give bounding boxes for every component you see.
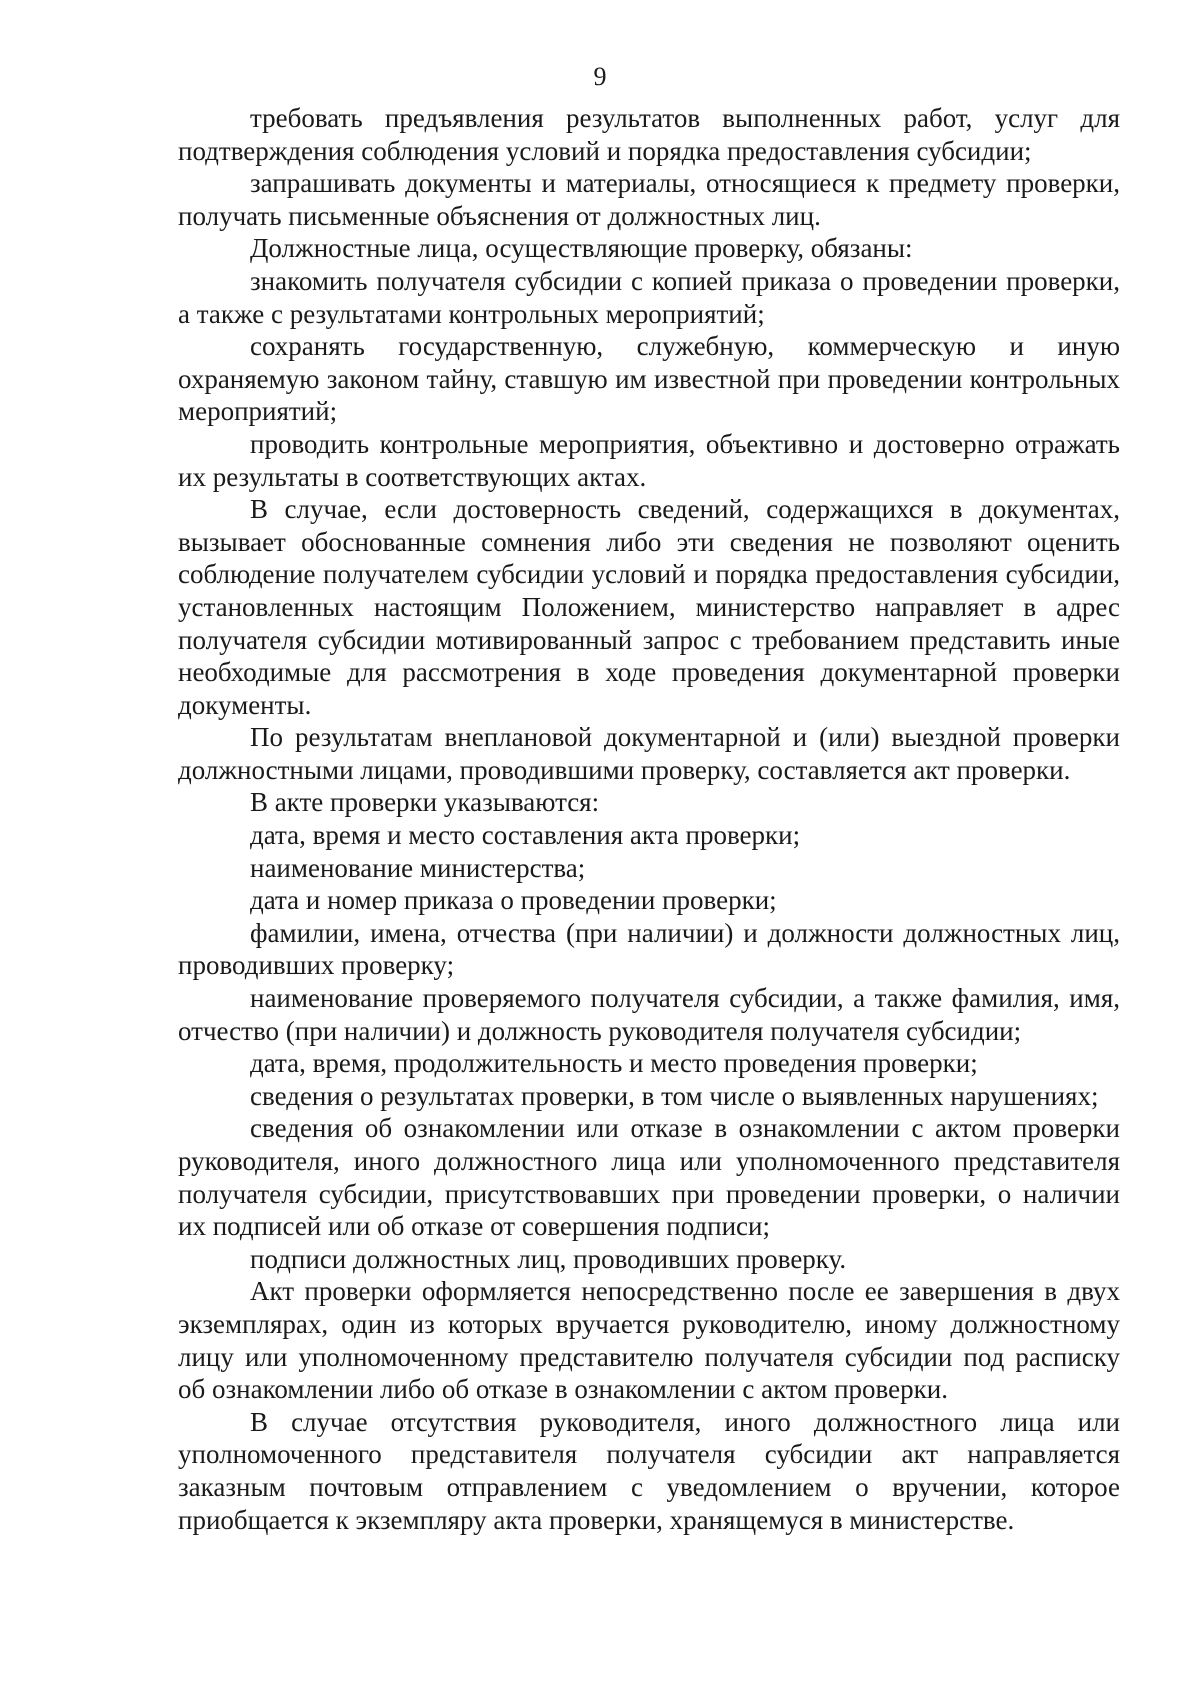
paragraph-10: дата, время и место составления акта проверки;: [250, 820, 801, 851]
paragraph-12: дата и номер приказа о проведении проверки;: [250, 885, 777, 916]
paragraph-16: сведения о результатах проверки, в том числе о выявленных нарушениях;: [250, 1080, 1099, 1111]
paragraph-6: проводить контрольные мероприятия, объективно и достоверно отражать их результаты в соответствующих актах.: [178, 428, 1120, 492]
paragraph-8: По результатам внеплановой документарной и (или) выездной проверки должностными лицами, проводившими проверку, составляется акт проверки.: [178, 722, 1120, 785]
document-body: [178, 102, 1120, 1536]
paragraph-2: запрашивать документы и материалы, относящиеся к предмету проверки, получать письменные объяснения от должностных лиц.: [178, 168, 1120, 231]
paragraph-9: В акте проверки указываются:: [250, 787, 600, 818]
paragraph-1: требовать предъявления результатов выполненных работ, услуг для подтверждения соблюдения условий и порядка предоставления субсидии;: [178, 103, 1120, 166]
paragraph-3: Должностные лица, осуществляющие проверку, обязаны:: [250, 233, 913, 264]
paragraph-18: подписи должностных лиц, проводивших проверку.: [250, 1243, 847, 1274]
paragraph-4: знакомить получателя субсидии с копией приказа о проведении проверки, а также с результатами контрольных мероприятий;: [178, 265, 1120, 329]
paragraph-17: сведения об ознакомлении или отказе в ознакомлении с актом проверки руководителя, иного должностного лица или уполномоченного представителя получателя субсидии, присутствовавших при проведении проверки, о наличии их подписей или об отказе от совершения подписи;: [178, 1113, 1120, 1242]
paragraph-13: фамилии, имена, отчества (при наличии) и должности должностных лиц, проводивших проверку;: [178, 917, 1120, 981]
paragraph-5: сохранять государственную, служебную, коммерческую и иную охраняемую законом тайну, ставшую им известной при проведении контрольных мероприятий;: [178, 331, 1120, 427]
paragraph-7: В случае, если достоверность сведений, содержащихся в документах, вызывает обоснованные сомнения либо эти сведения не позволяют оценить соблюдение получателем субсидии условий и порядка предоставления субсидии, установленных настоящим Положением, министерство направляет в адрес получателя субсидии мотивированный запрос с требованием представить иные необходимые для рассмотрения в ходе проведения документарной проверки документы.: [178, 494, 1120, 720]
paragraph-11: наименование министерства;: [250, 852, 586, 883]
paragraph-19: Акт проверки оформляется непосредственно после ее завершения в двух экземплярах, один из которых вручается руководителю, иному должностному лицу или уполномоченному представителю получателя субсидии под расписку об ознакомлении либо об отказе в ознакомлении с актом проверки.: [178, 1276, 1120, 1405]
paragraph-15: дата, время, продолжительность и место проведения проверки;: [250, 1048, 978, 1079]
page-number: 9: [593, 62, 607, 91]
paragraph-14: наименование проверяемого получателя субсидии, а также фамилия, имя, отчество (при наличии) и должность руководителя получателя субсидии;: [178, 983, 1120, 1046]
paragraph-20: В случае отсутствия руководителя, иного должностного лица или уполномоченного представителя получателя субсидии акт направляется заказным почтовым отправлением с уведомлением о вручении, которое приобщается к экземпляру акта проверки, хранящемуся в министерстве.: [178, 1406, 1120, 1535]
